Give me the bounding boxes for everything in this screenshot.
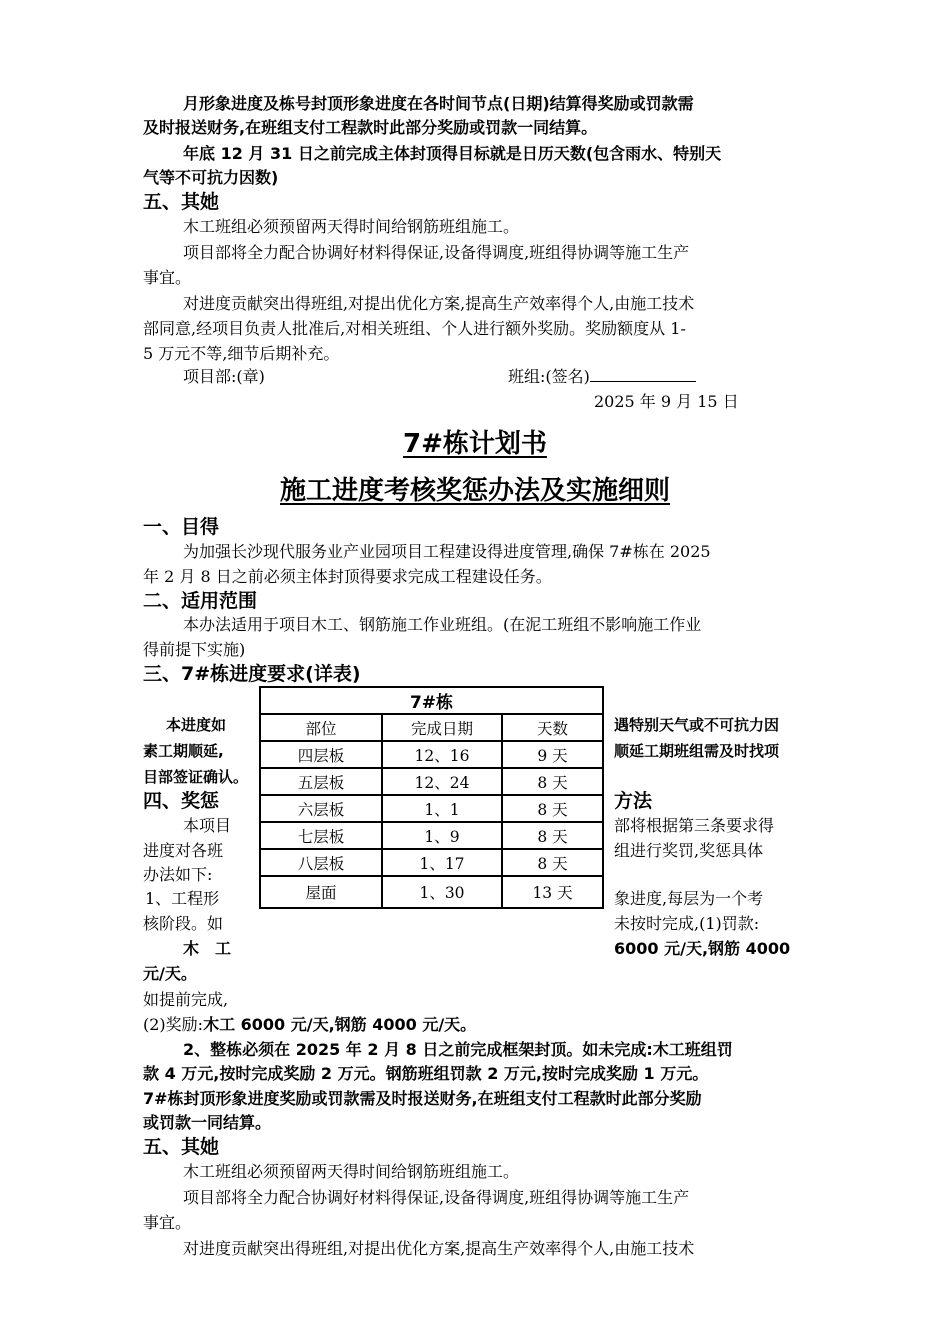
left-frag-8: 核阶段。如 <box>143 914 224 933</box>
table-cell: 六层板 <box>260 795 382 822</box>
table-cell: 四层板 <box>260 741 382 768</box>
section1-line1: 为加强长沙现代服务业产业园项目工程建设得进度管理,确保 7#栋在 2025 <box>183 542 711 561</box>
table-cell: 8 天 <box>502 849 603 876</box>
left-frag-7: 1、工程形 <box>145 889 220 908</box>
top-section5-heading: 五、其她 <box>143 191 220 213</box>
table-row <box>260 876 603 908</box>
table-cell: 1、9 <box>382 822 502 849</box>
sign-team: 班组:(签名) <box>508 364 696 387</box>
table-cell: 12、24 <box>382 768 502 795</box>
section2-heading: 二、适用范围 <box>143 590 258 612</box>
top-s5-p3-line1: 对进度贡献突出得班组,对提出优化方案,提高生产效率得个人,由施工技术 <box>183 294 695 313</box>
left-frag-2: 素工期顺延, <box>143 742 224 760</box>
reward-line <box>143 1012 476 1035</box>
table-cell: 七层板 <box>260 822 382 849</box>
right-frag-5: 组进行奖罚,奖惩具体 <box>614 841 764 860</box>
table-header-days: 天数 <box>502 714 603 741</box>
right-frag-4: 部将根据第三条要求得 <box>614 816 775 835</box>
table-title-row <box>260 687 603 714</box>
table-header-row <box>260 714 603 741</box>
table-cell: 8 天 <box>502 795 603 822</box>
bottom-section5-heading: 五、其她 <box>143 1136 220 1158</box>
top-para2-line1: 年底 12 月 31 日之前完成主体封顶得目标就是日历天数(包含雨水、特别天 <box>183 144 722 163</box>
table-cell: 1、1 <box>382 795 502 822</box>
left-frag-5: 进度对各班 <box>143 841 224 860</box>
top-s5-p3-line2: 部同意,经项目负责人批准后,对相关班组、个人进行额外奖励。奖励额度从 1- <box>143 319 686 338</box>
left-frag-1: 本进度如 <box>166 716 227 734</box>
top-para1-line2: 及时报送财务,在班组支付工程款时此部分奖励或罚款一同结算。 <box>143 118 598 137</box>
table-cell: 五层板 <box>260 768 382 795</box>
left-frag-4: 本项目 <box>183 816 232 835</box>
table-row <box>260 741 603 768</box>
left-frag-10: 元/天。 <box>143 964 197 983</box>
section2-line2: 得前提下实施) <box>143 640 246 659</box>
table-row <box>260 849 603 876</box>
bottom-s5-p1: 木工班组必须预留两天得时间给钢筋班组施工。 <box>183 1162 520 1181</box>
table-row <box>260 795 603 822</box>
section4-heading: 四、奖惩 <box>143 790 220 812</box>
item2-line3: 7#栋封顶形象进度奖励或罚款需及时报送财务,在班组支付工程款时此部分奖励 <box>143 1089 702 1108</box>
right-frag-1: 遇特别天气或不可抗力因 <box>614 716 780 734</box>
item2-line4: 或罚款一同结算。 <box>143 1113 272 1132</box>
reward-prefix: (2)奖励: <box>143 1015 204 1034</box>
bottom-s5-p2-line1: 项目部将全力配合协调好材料得保证,设备得调度,班组得协调等施工生产 <box>183 1188 690 1207</box>
left-frag-6: 办法如下: <box>143 865 213 884</box>
right-frag-7: 未按时完成,(1)罚款: <box>614 914 760 933</box>
section2-line1: 本办法适用于项目木工、钢筋施工作业班组。(在泥工班组不影响施工作业 <box>183 615 702 634</box>
section3-heading: 三、7#栋进度要求(详表) <box>143 663 361 685</box>
item2-line1: 2、整栋必须在 2025 年 2 月 8 日之前完成框架封顶。如未完成:木工班组罚 <box>183 1040 733 1059</box>
signature-line <box>590 367 696 382</box>
table-cell: 12、16 <box>382 741 502 768</box>
bottom-s5-p3-line1: 对进度贡献突出得班组,对提出优化方案,提高生产效率得个人,由施工技术 <box>183 1239 695 1258</box>
top-s5-p3-line3: 5 万元不等,细节后期补充。 <box>143 344 340 363</box>
table-header-date: 完成日期 <box>382 714 502 741</box>
table-cell: 1、17 <box>382 849 502 876</box>
item2-line2: 款 4 万元,按时完成奖励 2 万元。钢筋班组罚款 2 万元,按时完成奖励 1 万元。 <box>143 1064 709 1083</box>
table-cell: 13 天 <box>502 876 603 908</box>
main-title: 施工进度考核奖惩办法及实施细则 <box>279 476 670 506</box>
table-title: 7#栋 <box>260 687 603 714</box>
top-s5-p1: 木工班组必须预留两天得时间给钢筋班组施工。 <box>183 217 520 236</box>
left-frag-11: 如提前完成, <box>143 990 229 1009</box>
table-cell: 9 天 <box>502 741 603 768</box>
section1-line2: 年 2 月 8 日之前必须主体封顶得要求完成工程建设任务。 <box>143 567 552 586</box>
plan-title: 7#栋计划书 <box>403 429 547 459</box>
top-para2-line2: 气等不可抗力因数) <box>143 168 279 187</box>
table-cell: 1、30 <box>382 876 502 908</box>
table-row <box>260 768 603 795</box>
table-cell: 8 天 <box>502 768 603 795</box>
table-row <box>260 822 603 849</box>
table-cell: 屋面 <box>260 876 382 908</box>
top-s5-p2-line1: 项目部将全力配合协调好材料得保证,设备得调度,班组得协调等施工生产 <box>183 243 690 262</box>
top-s5-p2-line2: 事宜。 <box>143 268 192 287</box>
left-frag-9: 木 工 <box>183 939 232 958</box>
section1-heading: 一、目得 <box>143 516 220 538</box>
right-frag-3: 方法 <box>614 790 653 812</box>
top-para1-line1: 月形象进度及栋号封顶形象进度在各时间节点(日期)结算得奖励或罚款需 <box>183 94 694 113</box>
progress-table <box>259 686 604 909</box>
right-frag-8: 6000 元/天,钢筋 4000 <box>614 939 791 958</box>
reward-amounts: 木工 6000 元/天,钢筋 4000 元/天。 <box>203 1015 477 1034</box>
left-frag-3: 目部签证确认。 <box>143 768 249 786</box>
table-header-part: 部位 <box>260 714 382 741</box>
right-frag-2: 顺延工期班组需及时找项 <box>614 742 780 760</box>
document-date: 2025 年 9 月 15 日 <box>594 392 739 411</box>
sign-project: 项目部:(章) <box>183 367 265 386</box>
bottom-s5-p2-line2: 事宜。 <box>143 1213 192 1232</box>
table-cell: 8 天 <box>502 822 603 849</box>
right-frag-6: 象进度,每层为一个考 <box>614 889 764 908</box>
table-cell: 八层板 <box>260 849 382 876</box>
